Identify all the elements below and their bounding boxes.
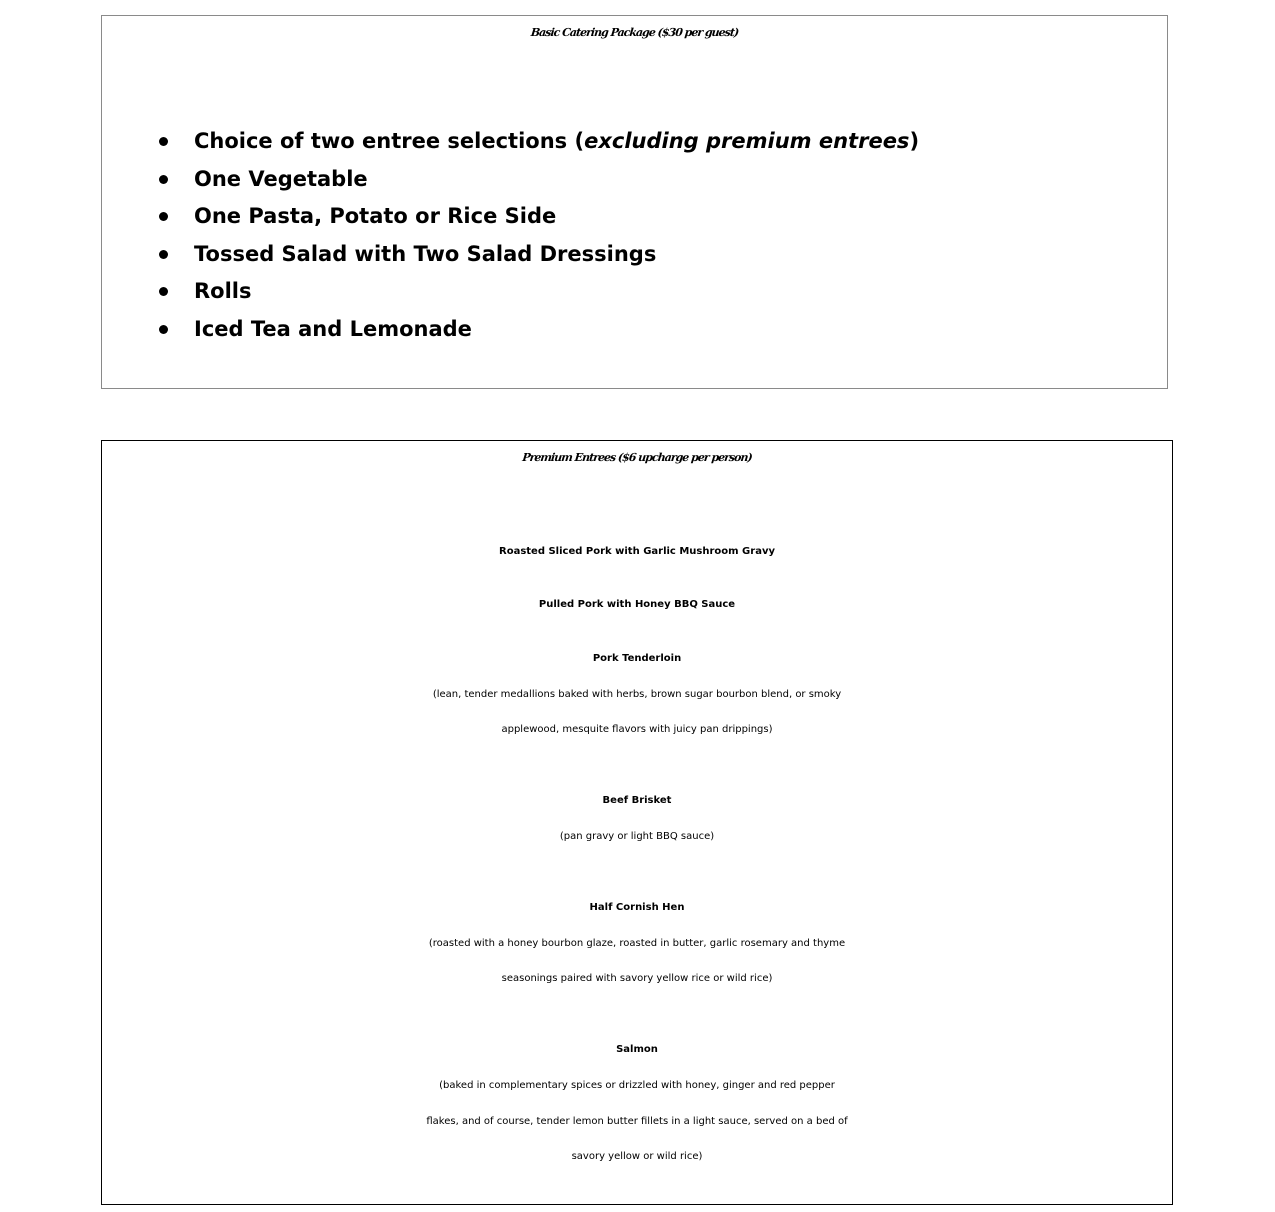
entree-desc-salmon-line3: savory yellow or wild rice) bbox=[571, 1151, 703, 1162]
bullet-icon bbox=[159, 212, 168, 221]
bullet-icon bbox=[159, 175, 168, 184]
item-text: One Pasta, Potato or Rice Side bbox=[194, 204, 557, 229]
bullet-icon bbox=[159, 137, 168, 146]
entree-desc-cornish-hen-line2: seasonings paired with savory yellow rice or wild rice) bbox=[501, 973, 773, 984]
list-item bbox=[154, 164, 919, 202]
premium-entrees-title: Premium Entrees ($6 upcharge per person) bbox=[521, 451, 753, 464]
list-item bbox=[154, 314, 919, 352]
item-text: Iced Tea and Lemonade bbox=[194, 316, 472, 341]
entree-name-beef-brisket: Beef Brisket bbox=[602, 795, 672, 806]
entree-name-pork-tenderloin: Pork Tenderloin bbox=[592, 653, 682, 664]
entree-name-pulled-pork: Pulled Pork with Honey BBQ Sauce bbox=[538, 599, 736, 610]
entree-desc-pork-tenderloin-line1: (lean, tender medallions baked with herbs, brown sugar bourbon blend, or smoky bbox=[432, 689, 842, 700]
item-text-italic: excluding premium entrees bbox=[584, 129, 910, 153]
entree-desc-beef-brisket: (pan gravy or light BBQ sauce) bbox=[559, 831, 715, 842]
basic-package-title: Basic Catering Package ($30 per guest) bbox=[530, 26, 739, 39]
item-text: Tossed Salad with Two Salad Dressings bbox=[194, 241, 657, 266]
entree-desc-cornish-hen-line1: (roasted with a honey bourbon glaze, roasted in butter, garlic rosemary and thyme bbox=[428, 938, 846, 949]
entree-desc-salmon-line2: flakes, and of course, tender lemon butter fillets in a light sauce, served on a bed of bbox=[426, 1116, 848, 1127]
list-item bbox=[154, 276, 919, 314]
premium-entrees-box bbox=[101, 440, 1173, 1205]
bullet-icon bbox=[159, 325, 168, 334]
entree-desc-salmon-line1: (baked in complementary spices or drizzled with honey, ginger and red pepper bbox=[439, 1080, 835, 1091]
item-text: Rolls bbox=[194, 279, 252, 304]
entree-name-roasted-pork: Roasted Sliced Pork with Garlic Mushroom Gravy bbox=[499, 546, 775, 557]
list-item bbox=[154, 201, 919, 239]
entree-name-cornish-hen: Half Cornish Hen bbox=[589, 902, 685, 913]
basic-package-list bbox=[154, 126, 919, 352]
item-text-after: ) bbox=[909, 129, 920, 153]
entree-name-salmon: Salmon bbox=[616, 1044, 658, 1055]
entree-desc-pork-tenderloin-line2: applewood, mesquite flavors with juicy pan drippings) bbox=[501, 724, 773, 735]
list-item bbox=[154, 126, 919, 164]
basic-package-box bbox=[101, 15, 1168, 389]
item-text: One Vegetable bbox=[194, 166, 368, 191]
item-text-before: Choice of two entree selections ( bbox=[194, 129, 585, 153]
list-item bbox=[154, 239, 919, 277]
bullet-icon bbox=[159, 250, 168, 259]
bullet-icon bbox=[159, 287, 168, 296]
